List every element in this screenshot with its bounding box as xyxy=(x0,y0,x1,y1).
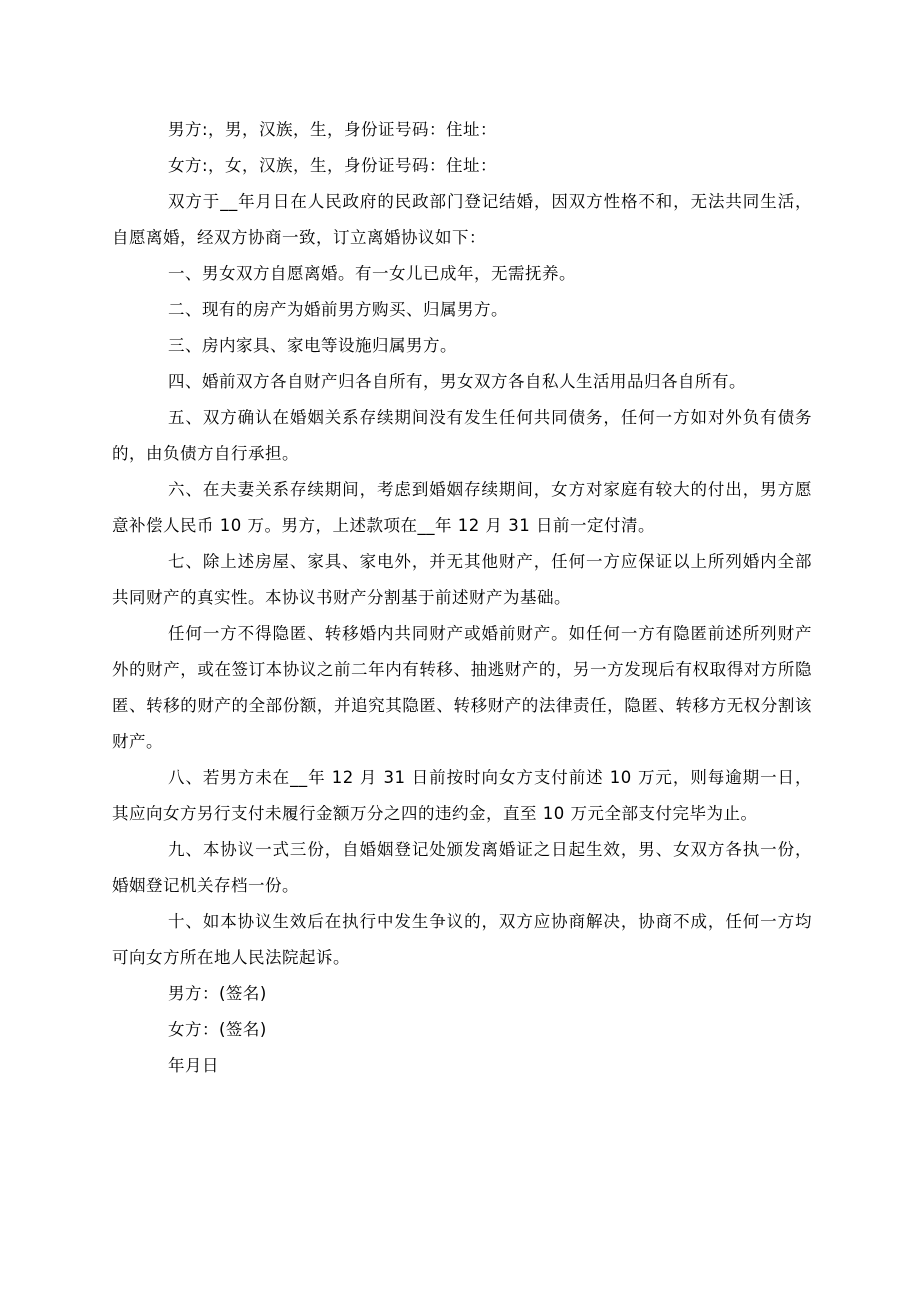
husband-signature-line: 男方：(签名) xyxy=(168,984,267,1003)
date-line: 年月日 xyxy=(168,1056,219,1075)
paragraph-clause-7: 七、除上述房屋、家具、家电外，并无其他财产，任何一方应保证以上所列婚内全部共同财产的真实性。本协议书财产分割基于前述财产为基础。 xyxy=(112,552,812,607)
paragraph-clause-1: 一、男女双方自愿离婚。有一女儿已成年，无需抚养。 xyxy=(168,264,576,283)
paragraph-preamble: 双方于__年月日在人民政府的民政部门登记结婚，因双方性格不和，无法共同生活，自愿离婚，经双方协商一致，订立离婚协议如下： xyxy=(112,192,812,247)
paragraph-clause-10: 十、如本协议生效后在执行中发生争议的，双方应协商解决，协商不成，任何一方均可向女方所在地人民法院起诉。 xyxy=(112,912,812,967)
wife-signature-line: 女方：(签名) xyxy=(168,1020,267,1039)
paragraph-clause-7-continued: 任何一方不得隐匿、转移婚内共同财产或婚前财产。如任何一方有隐匿前述所列财产外的财产，或在签订本协议之前二年内有转移、抽逃财产的，另一方发现后有权取得对方所隐匿、转移的财产的全部份额，并追究其隐匿、转移财产的法律责任，隐匿、转移方无权分割该财产。 xyxy=(112,624,812,751)
paragraph-clause-5: 五、双方确认在婚姻关系存续期间没有发生任何共同债务，任何一方如对外负有债务的，由负债方自行承担。 xyxy=(112,408,812,463)
paragraph-husband-info: 男方:，男，汉族，生，身份证号码：住址： xyxy=(168,120,498,139)
paragraph-clause-4: 四、婚前双方各自财产归各自所有，男女双方各自私人生活用品归各自所有。 xyxy=(168,372,746,391)
paragraph-clause-3: 三、房内家具、家电等设施归属男方。 xyxy=(168,336,457,355)
paragraph-clause-6: 六、在夫妻关系存续期间，考虑到婚姻存续期间，女方对家庭有较大的付出，男方愿意补偿人民币 10 万。男方，上述款项在__年 12 月 31 日前一定付清。 xyxy=(112,480,812,535)
paragraph-clause-9: 九、本协议一式三份，自婚姻登记处颁发离婚证之日起生效，男、女双方各执一份，婚姻登记机关存档一份。 xyxy=(112,840,812,895)
paragraph-clause-2: 二、现有的房产为婚前男方购买、归属男方。 xyxy=(168,300,508,319)
paragraph-clause-8: 八、若男方未在__年 12 月 31 日前按时向女方支付前述 10 万元，则每逾期一日，其应向女方另行支付未履行金额万分之四的违约金，直至 10 万元全部支付完毕为止。 xyxy=(112,768,812,823)
paragraph-wife-info: 女方:，女，汉族，生，身份证号码：住址： xyxy=(168,156,498,175)
agreement-body xyxy=(112,112,812,1084)
